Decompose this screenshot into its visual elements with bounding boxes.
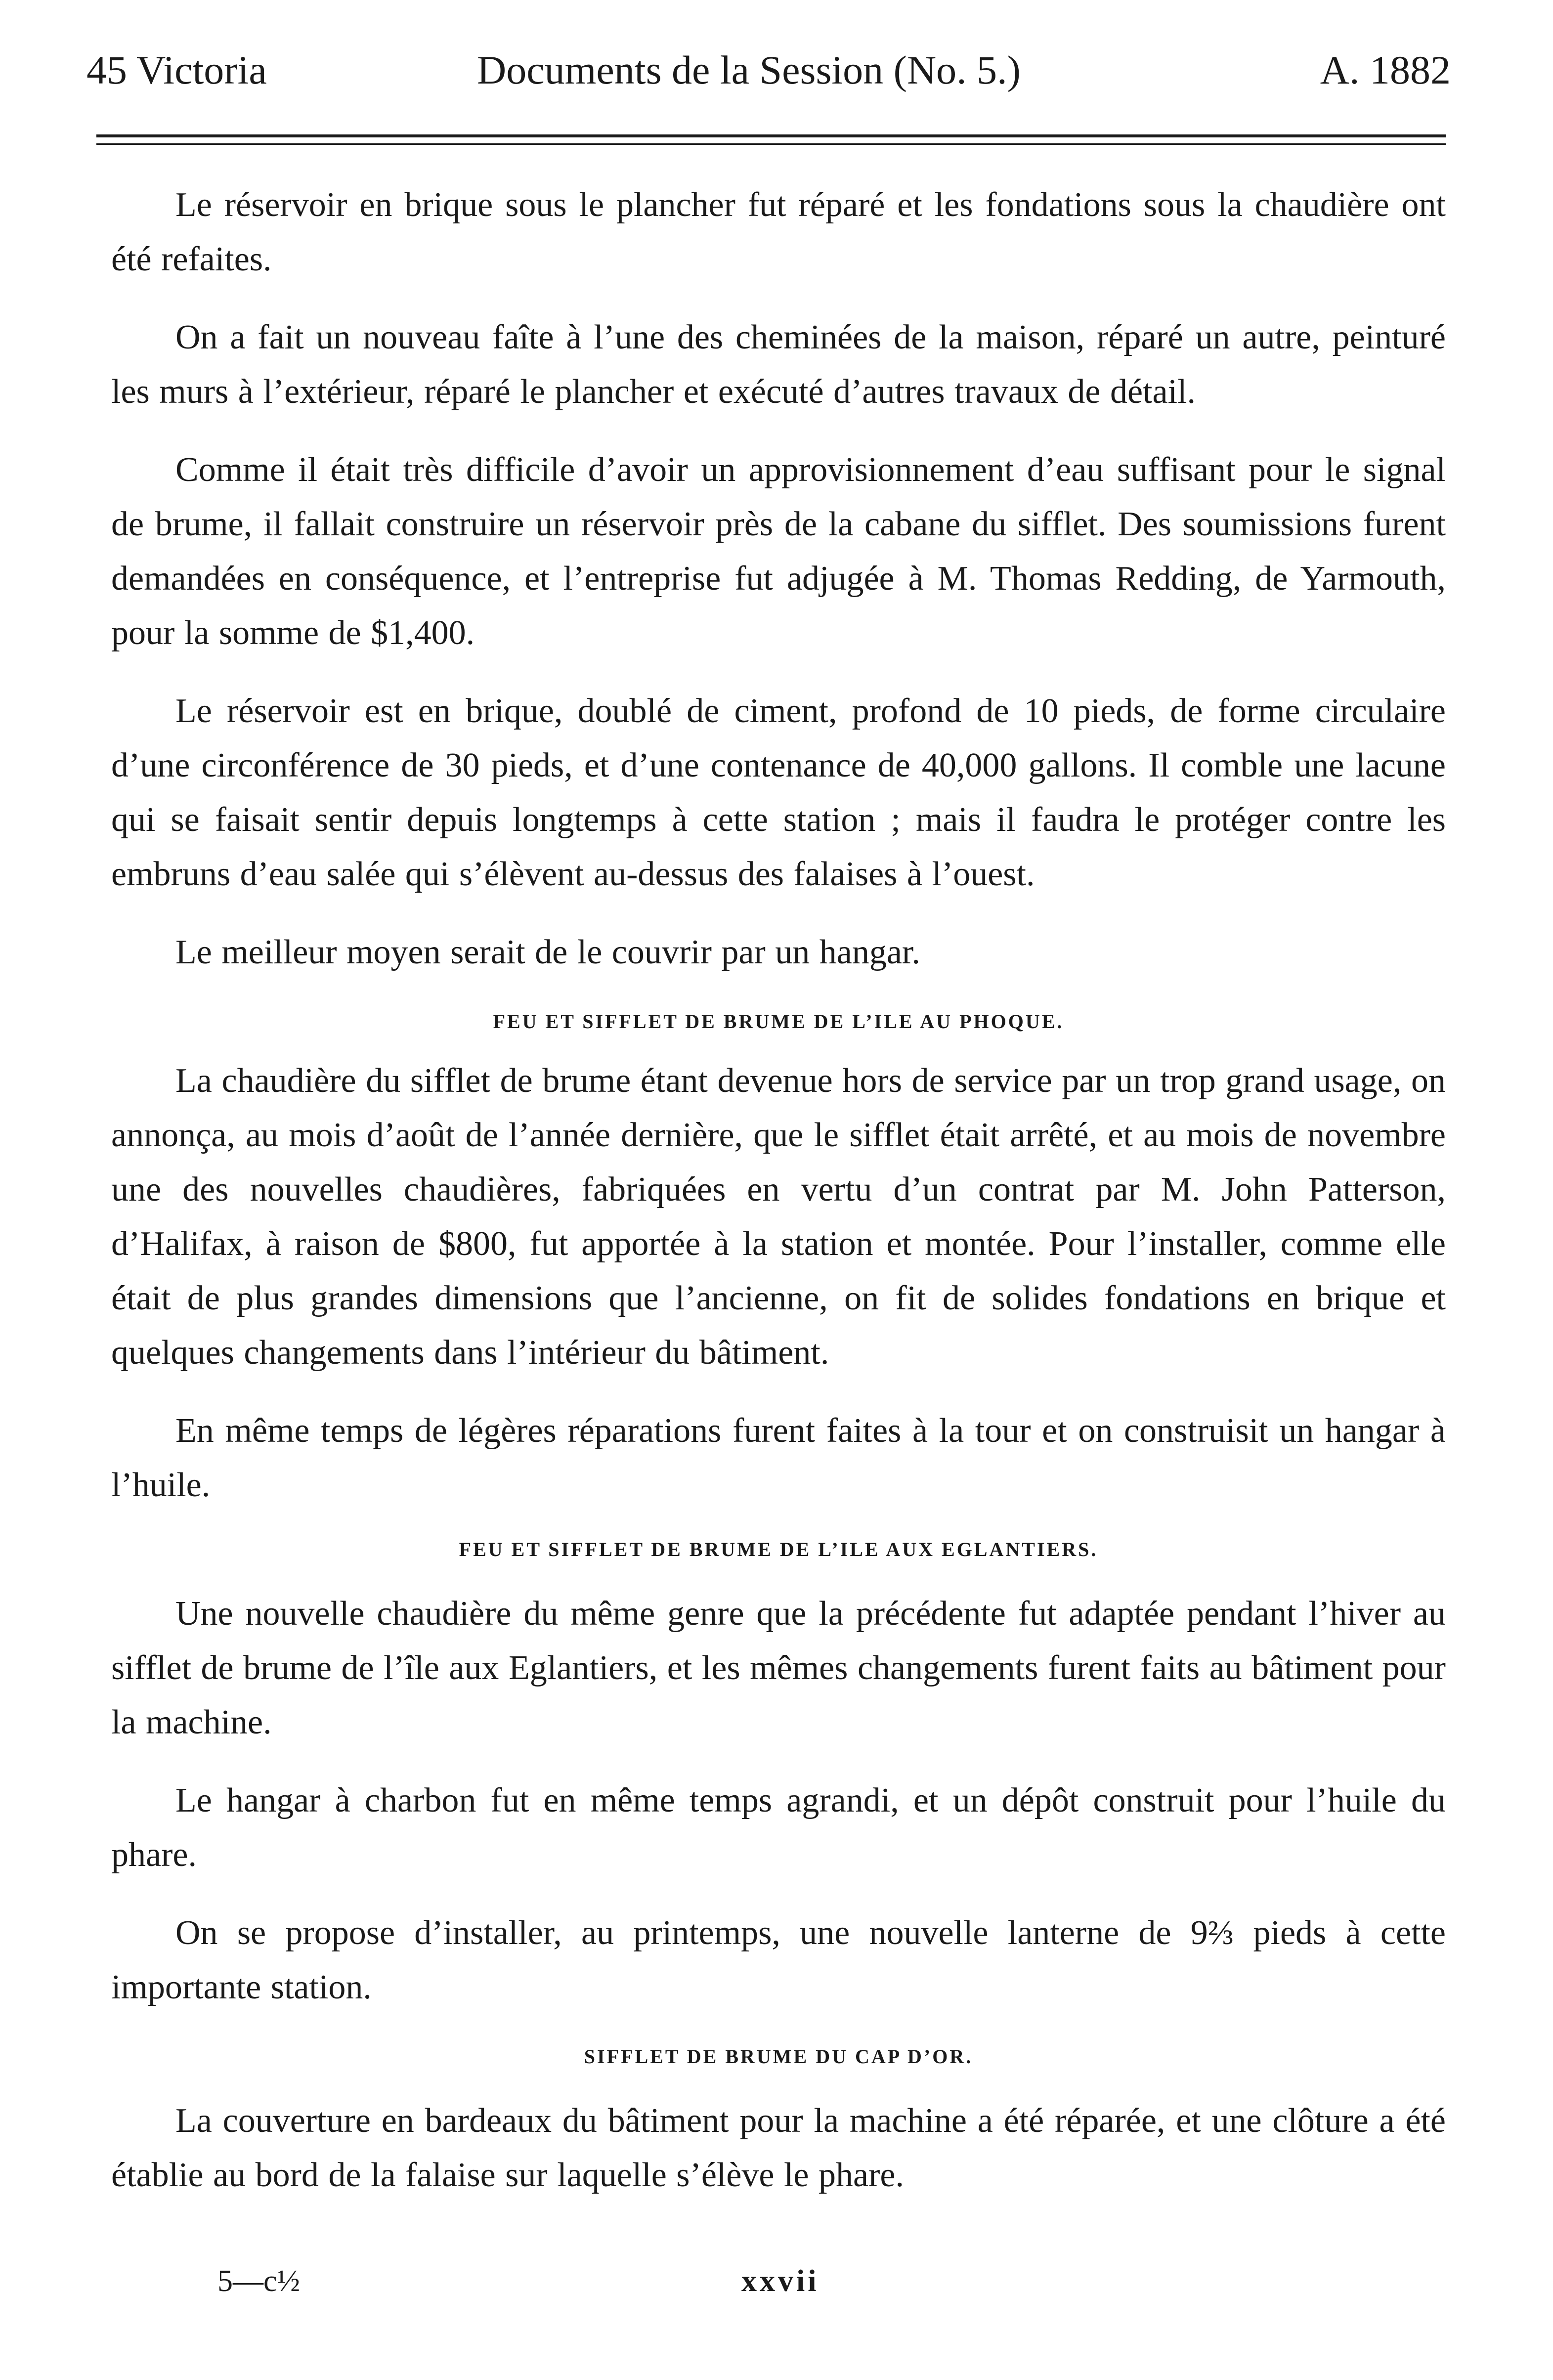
page-number: xxvii <box>741 2264 820 2298</box>
body-text <box>111 178 1446 2203</box>
header-year: A. 1882 <box>1320 47 1451 92</box>
running-header <box>86 47 1451 106</box>
paragraph: Le meilleur moyen serait de le couvrir par un hangar. <box>175 933 920 971</box>
section-heading: FEU ET SIFFLET DE BRUME DE L’ILE AU PHOQUE. <box>493 1010 1064 1033</box>
page-footer <box>0 2264 1553 2323</box>
paragraph: En même temps de légères réparations furent faites à la tour et on construisit un hangar à l’huile. <box>111 1412 1446 1504</box>
header-volume: 45 Victoria <box>86 47 267 92</box>
paragraph: Une nouvelle chaudière du même genre que la précédente fut adaptée pendant l’hiver au sifflet de brume de l’île aux Eglantiers, et les mêmes changements furent faits au bâtiment pour la machine. <box>111 1595 1446 1741</box>
paragraph: On a fait un nouveau faîte à l’une des cheminées de la maison, réparé un autre, peinturé les murs à l’extérieur, réparé le plancher et exécuté d’autres travaux de détail. <box>111 318 1446 411</box>
paragraph: On se propose d’installer, au printemps, une nouvelle lanterne de 9⅔ pieds à cette importante station. <box>111 1914 1446 2006</box>
paragraph: Le réservoir en brique sous le plancher fut réparé et les fondations sous la chaudière ont été refaites. <box>111 186 1446 278</box>
paragraph: La couverture en bardeaux du bâtiment pour la machine a été réparée, et une clôture a été établie au bord de la falaise sur laquelle s’élève le phare. <box>111 2102 1446 2194</box>
paragraph: Le réservoir est en brique, doublé de ciment, profond de 10 pieds, de forme circulaire d’une circonférence de 30 pieds, et d’une contenance de 40,000 gallons. Il comble une lacune qui se faisait sentir depuis longtemps à cette station ; mais il faudra le protéger contre les embruns d’eau salée qui s’élèvent au-dessus des falaises à l’ouest. <box>111 692 1446 893</box>
header-rule-thick <box>96 134 1446 137</box>
paragraph: La chaudière du sifflet de brume étant devenue hors de service par un trop grand usage, on annonça, au mois d’août de l’année dernière, que le sifflet était arrêté, et au mois de novembre une des nouvelles chaudières, fabriquées en vertu d’un contrat par M. John Patterson, d’Halifax, à raison de $800, fut apportée à la station et montée. Pour l’installer, comme elle était de plus grandes dimensions que l’ancienne, on fit de solides fondations en brique et quelques changements dans l’intérieur du bâtiment. <box>111 1062 1446 1372</box>
header-rule-thin <box>96 143 1446 145</box>
section-heading: SIFFLET DE BRUME DU CAP D’OR. <box>584 2045 973 2068</box>
header-title: Documents de la Session (No. 5.) <box>477 47 1021 92</box>
signature-mark: 5—c½ <box>217 2264 301 2298</box>
paragraph: Le hangar à charbon fut en même temps agrandi, et un dépôt construit pour l’huile du phare. <box>111 1781 1446 1874</box>
section-heading: FEU ET SIFFLET DE BRUME DE L’ILE AUX EGLANTIERS. <box>459 1538 1098 1560</box>
paragraph: Comme il était très difficile d’avoir un approvisionnement d’eau suffisant pour le signal de brume, il fallait construire un réservoir près de la cabane du sifflet. Des soumissions furent demandées en conséquence, et l’entreprise fut adjugée à M. Thomas Redding, de Yarmouth, pour la somme de $1,400. <box>111 451 1446 652</box>
